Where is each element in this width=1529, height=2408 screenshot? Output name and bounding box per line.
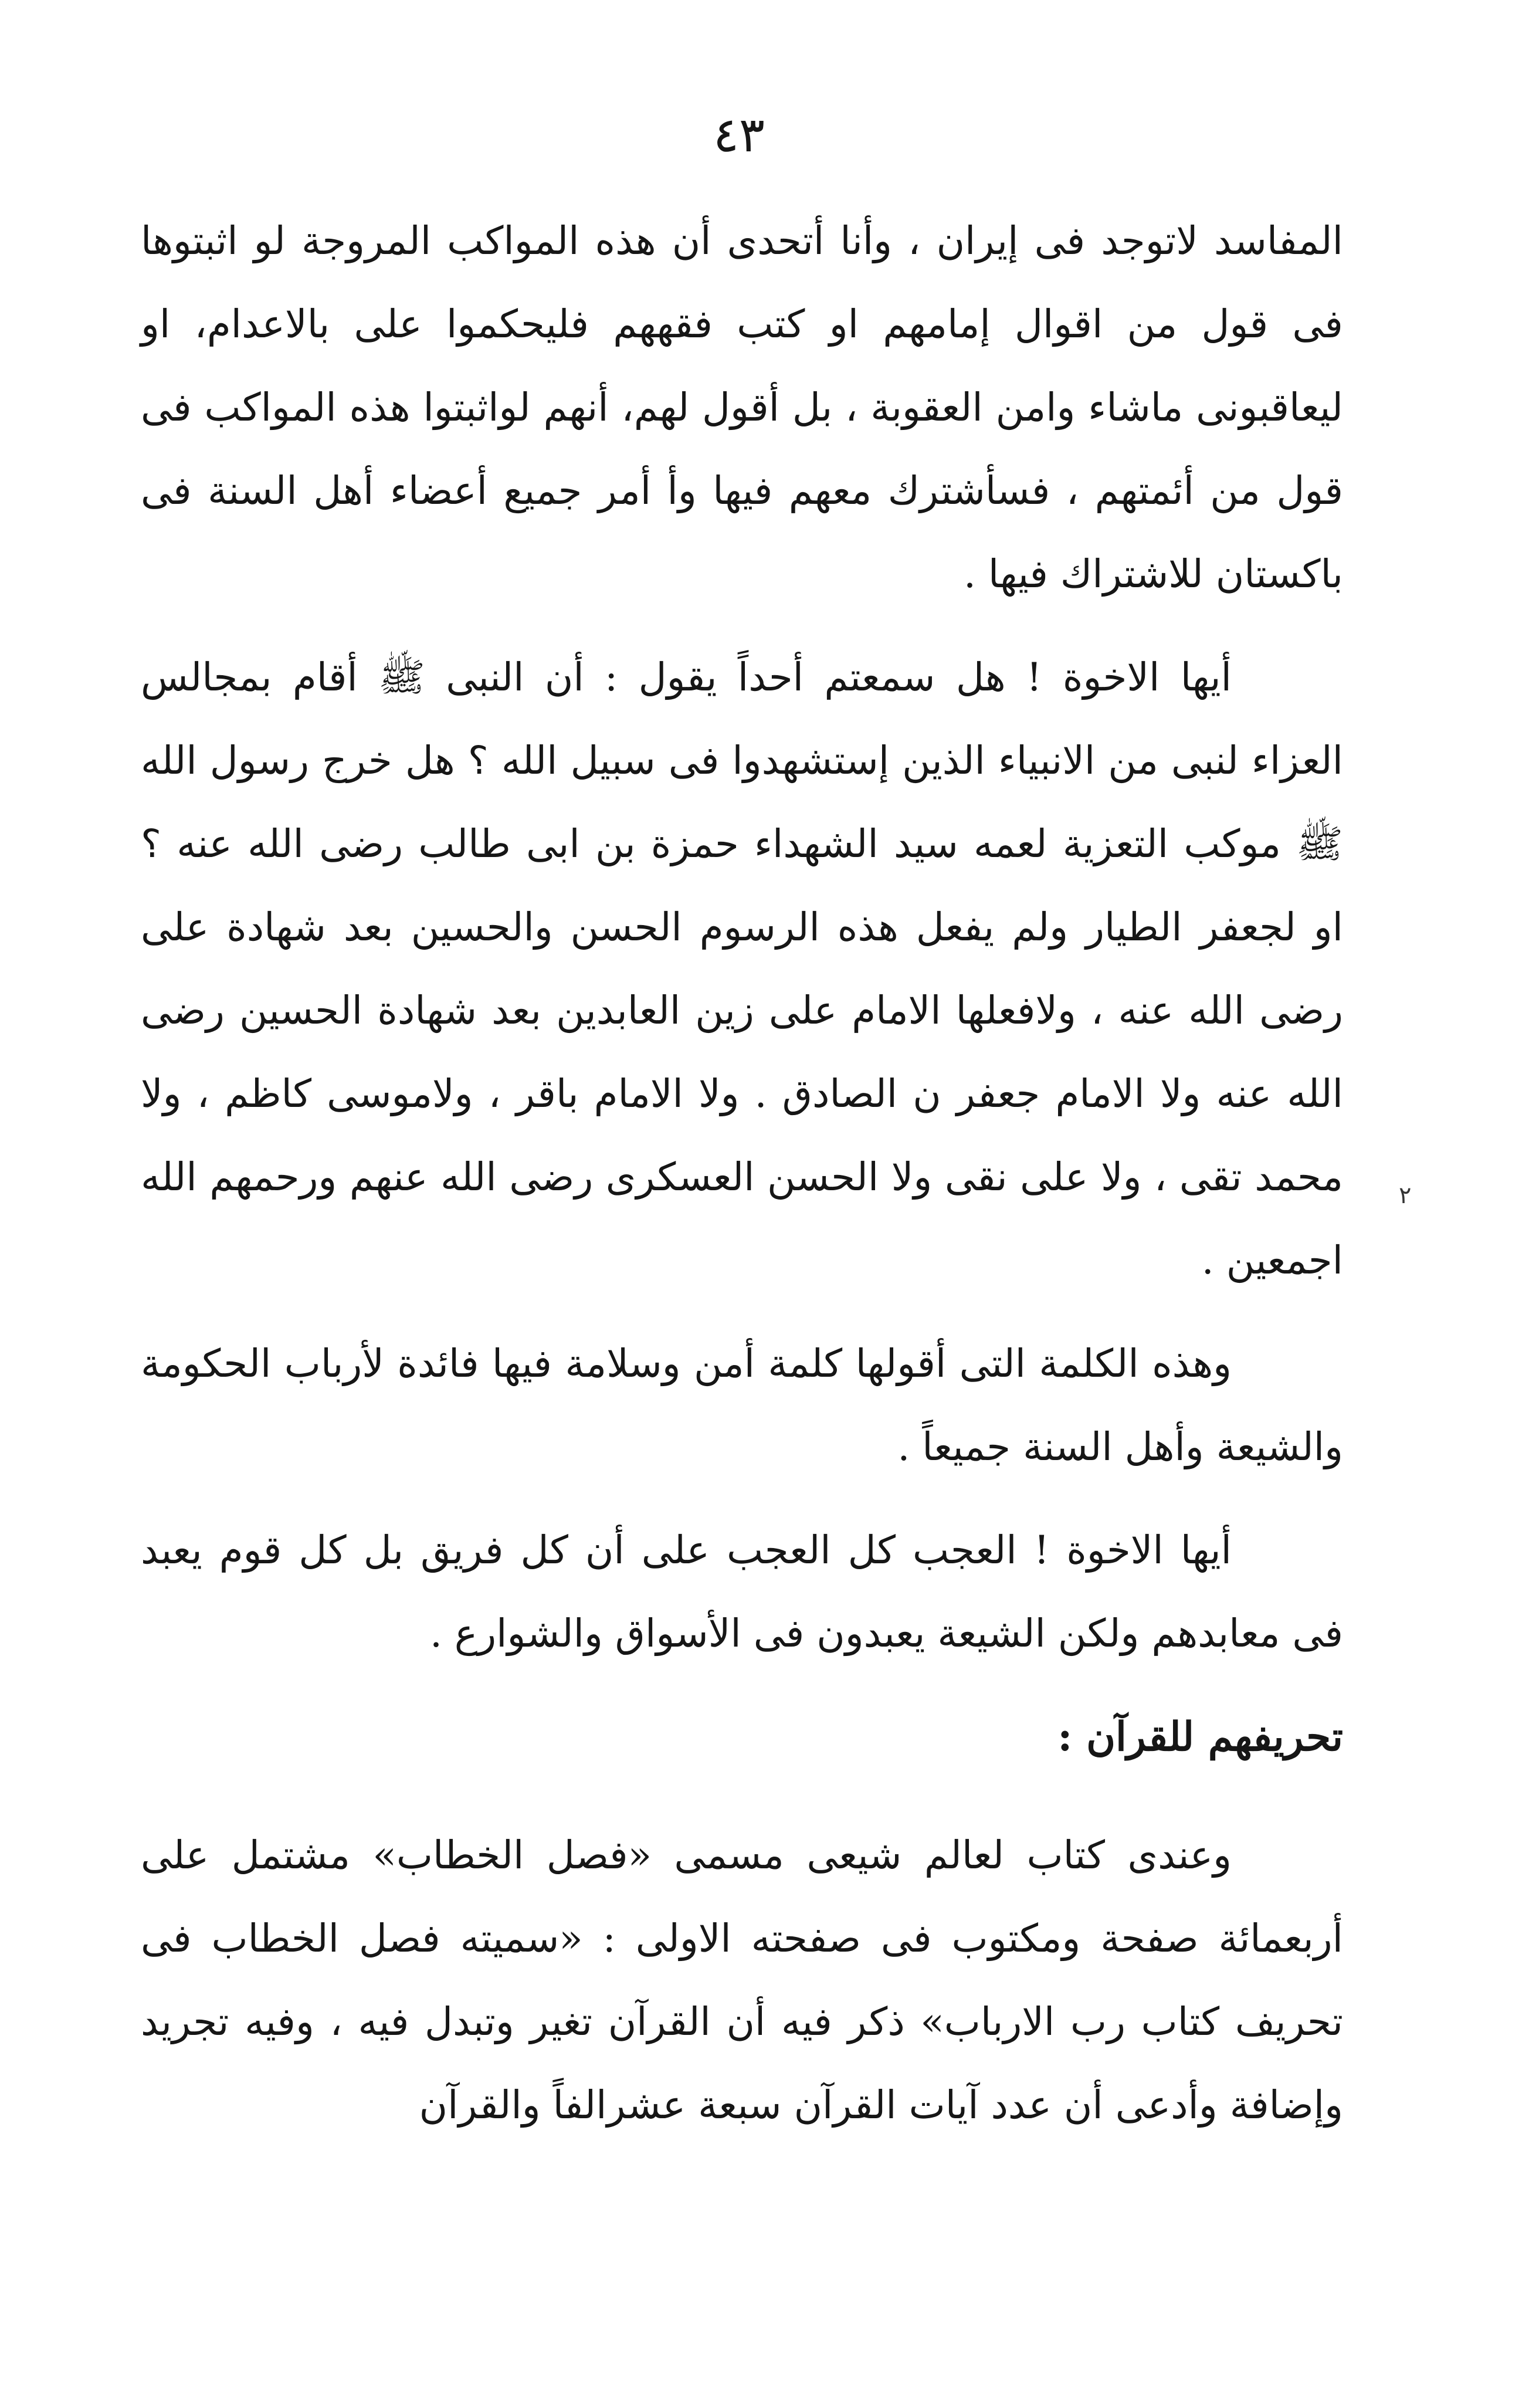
paragraph-3: وهذه الكلمة التى أقولها كلمة أمن وسلامة فيها فائدة لأرباب الحكومة والشيعة وأهل السنة جميعاً . (141, 1341, 1343, 1469)
paragraph-5: وعندى كتاب لعالم شيعى مسمى «فصل الخطاب» مشتمل على أربعمائة صفحة ومكتوب فى صفحته الاولى : «سميته فصل الخطاب فى تحريف كتاب رب الارباب» ذكر فيه أن القرآن تغير وتبدل فيه ، وفيه تجريد وإضافة وأدعى أن عدد آيات القرآن سبعة عشرالفاً والقرآن (141, 1833, 1343, 2128)
section-heading: تحريفهم للقرآن : (1057, 1713, 1343, 1760)
page-number: ٤٣ (713, 107, 765, 163)
body-text-upper (141, 199, 1343, 2167)
margin-mark: ٢ (1399, 1182, 1412, 1209)
paragraph-4: أيها الاخوة ! العجب كل العجب على أن كل فريق بل كل قوم يعبد فى معابدهم ولكن الشيعة يعبدون فى الأسواق والشوارع . (141, 1528, 1343, 1656)
paragraph-1: المفاسد لاتوجد فى إيران ، وأنا أتحدى أن هذه المواكب المروجة لو اثبتوها فى قول من اقوال إمامهم او كتب فقههم فليحكموا على بالاعدام، او ليعاقبونى ماشاء وامن العقوبة ، بل أقول لهم، أنهم لواثبتوا هذه المواكب فى قول من أئمتهم ، فسأشترك معهم فيها وأ أمر جميع أعضاء أهل السنة فى باكستان للاشتراك فيها . (141, 218, 1343, 597)
paragraph-2: أيها الاخوة ! هل سمعتم أحداً يقول : أن النبى ﷺ أقام بمجالس العزاء لنبى من الانبياء الذين إستشهدوا فى سبيل الله ؟ هل خرج رسول الله ﷺ موكب التعزية لعمه سيد الشهداء حمزة بن ابى طالب رضى الله عنه ؟ او لجعفر الطيار ولم يفعل هذه الرسوم الحسن والحسين بعد شهادة على رضى الله عنه ، ولافعلها الامام على زين العابدين بعد شهادة الحسين رضى الله عنه ولا الامام جعفر ن الصادق . ولا الامام باقر ، ولاموسى كاظم ، ولا محمد تقى ، ولا على نقى ولا الحسن العسكرى رضى الله عنهم ورحمهم الله اجمعين . (141, 655, 1343, 1283)
